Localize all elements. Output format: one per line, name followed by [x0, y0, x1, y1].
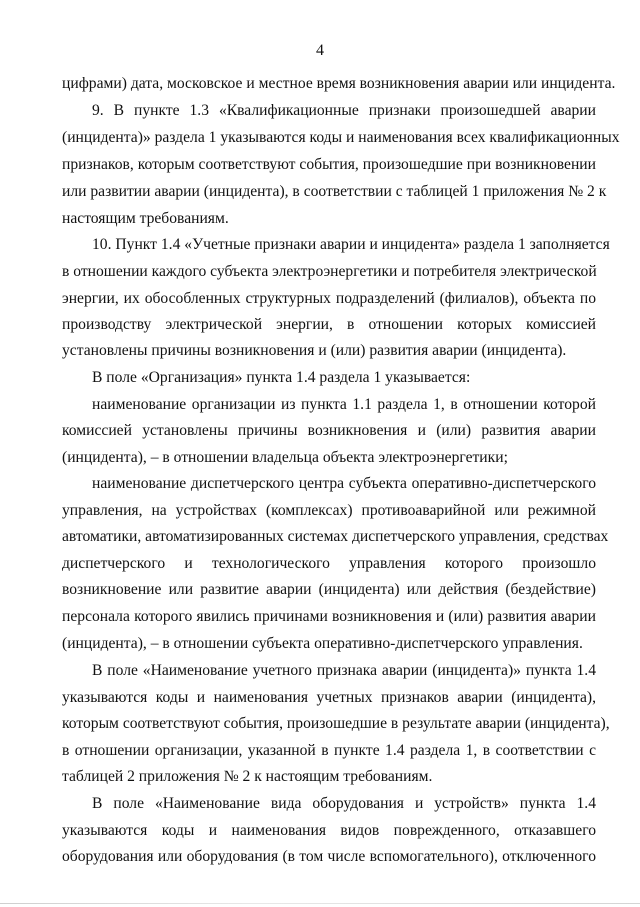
text-line: в отношении каждого субъекта электроэнергетики и потребителя электрической — [62, 263, 597, 280]
text-line: В поле «Организация» пункта 1.4 раздела 1 указывается: — [92, 369, 471, 386]
text-line: автоматики, автоматизированных системах диспетчерского управления, средствах — [62, 528, 609, 545]
text-line: 9. В пункте 1.3 «Квалификационные признаки произошедшей аварии — [92, 102, 596, 119]
text-line: энергии, их обособленных структурных подразделений (филиалов), объекта по — [62, 290, 596, 307]
text-line: таблицей 2 приложения № 2 к настоящим требованиям. — [62, 768, 433, 785]
text-line: производству электрической энергии, в отношении которых комиссией — [62, 316, 596, 333]
text-line: возникновение или развитие аварии (инцидента) или действия (бездействие) — [62, 581, 596, 598]
text-line: указываются коды и наименования видов поврежденного, отказавшего — [62, 822, 596, 839]
text-line: установлены причины возникновения и (или) развития аварии (инцидента). — [62, 342, 567, 359]
text-line: признаков, которым соответствуют события, произошедшие при возникновении — [62, 156, 596, 173]
text-line: которым соответствуют события, произошедшие в результате аварии (инцидента), — [62, 715, 610, 732]
text-line: персонала которого явились причинами возникновения и (или) развития аварии — [62, 608, 596, 625]
text-line: указываются коды и наименования учетных признаков аварии (инцидента), — [62, 689, 596, 706]
text-line: в отношении организации, указанной в пункте 1.4 раздела 1, в соответствии с — [62, 742, 596, 759]
page-number: 4 — [316, 42, 324, 59]
text-line: (инцидента), – в отношении субъекта оперативно-диспетчерского управления. — [62, 635, 583, 652]
text-line: оборудования или оборудования (в том числе вспомогательного), отключенного — [62, 848, 596, 865]
scan-edge-divider — [0, 903, 640, 904]
text-line: (инцидента)» раздела 1 указываются коды и наименования всех квалификационных — [62, 129, 620, 146]
text-line: цифрами) дата, московское и местное время возникновения аварии или инцидента. — [62, 75, 616, 92]
text-line: диспетчерского и технологического управления которого произошло — [62, 555, 596, 572]
text-line: настоящим требованиям. — [62, 210, 229, 227]
text-line: В поле «Наименование учетного признака аварии (инцидента)» пункта 1.4 — [92, 662, 596, 679]
text-line: (инцидента), – в отношении владельца объекта электроэнергетики; — [62, 449, 508, 466]
text-line: управления, на устройствах (комплексах) противоаварийной или режимной — [62, 502, 596, 519]
text-line: комиссией установлены причины возникновения и (или) развития аварии — [62, 422, 596, 439]
text-line: наименование диспетчерского центра субъекта оперативно-диспетчерского — [92, 475, 596, 492]
text-line: 10. Пункт 1.4 «Учетные признаки аварии и инцидента» раздела 1 заполняется — [92, 236, 610, 253]
text-line: В поле «Наименование вида оборудования и устройств» пункта 1.4 — [92, 795, 596, 812]
text-line: или развитии аварии (инцидента), в соответствии с таблицей 1 приложения № 2 к — [62, 183, 607, 200]
text-line: наименование организации из пункта 1.1 раздела 1, в отношении которой — [92, 396, 596, 413]
